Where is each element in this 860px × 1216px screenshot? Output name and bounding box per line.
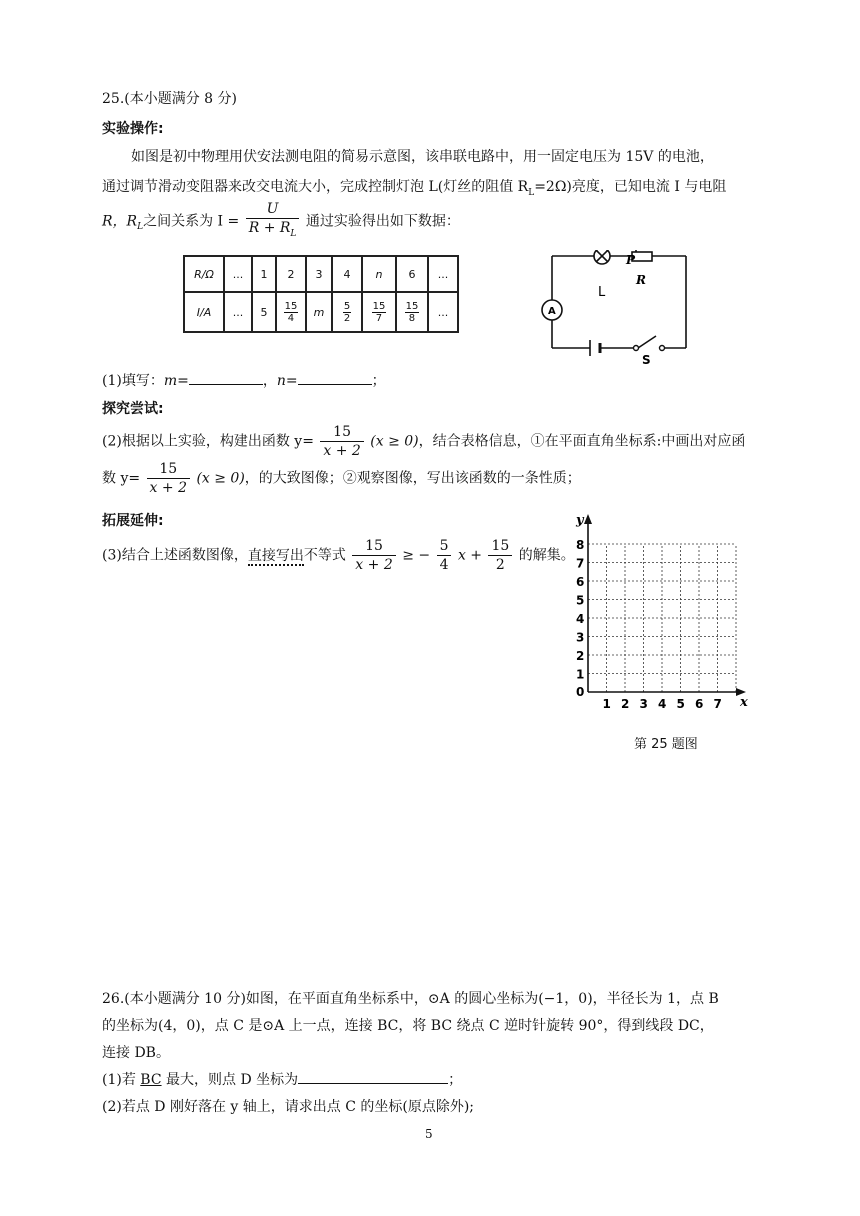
ammeter-label: A (548, 306, 556, 317)
table-cell: 1 (252, 256, 276, 292)
x-tick-label: 3 (639, 697, 648, 711)
x-tick-label: 1 (602, 697, 611, 711)
y-tick-label: 8 (576, 538, 585, 552)
origin-label: 0 (576, 685, 585, 699)
table-cell: $\frac{15}{4}$ (276, 292, 306, 332)
table-cell: $\frac{5}{2}$ (332, 292, 362, 332)
x-axis-label: x (740, 695, 748, 710)
data-table-wrap (183, 255, 459, 333)
table-cell: ... (428, 292, 458, 332)
label-r: R (636, 273, 646, 287)
x-tick-label: 6 (695, 697, 704, 711)
table-cell: R/Ω (184, 256, 224, 292)
table-cell: ... (428, 256, 458, 292)
table-cell: I/A (184, 292, 224, 332)
formula-current: $\frac{U}{R + R_L}$ (246, 200, 300, 243)
answer-blank-d[interactable] (298, 1071, 448, 1084)
circuit-diagram (538, 250, 698, 368)
x-tick-label: 2 (621, 697, 630, 711)
x-tick-label: 5 (676, 697, 685, 711)
page-number: 5 (425, 1127, 433, 1141)
formula-fraction: $\frac{15}{2}$ (488, 537, 512, 574)
table-cell: n (362, 256, 396, 292)
q25-part2-line1: (2)根据以上实验，构建出函数 y= $\frac{15}{x + 2}$ (x ≥ 0)，结合表格信息，①在平面直角坐标系:中画出对应函 (102, 424, 746, 459)
figure-caption: 第 25 题图 (634, 737, 698, 752)
q26-part2: (2)若点 D 刚好落在 y 轴上，请求出点 C 的坐标(原点除外); (102, 1099, 475, 1115)
q25-para-line3: R，$R_L$之间关系为 I = $\frac{U}{R + R_L}$ 通过实验得出如下数据： (102, 200, 460, 243)
formula-fraction: $\frac{5}{4}$ (437, 537, 452, 574)
y-tick-label: 6 (576, 575, 585, 589)
formula-fraction: $\frac{15}{x + 2}$ (352, 537, 395, 574)
y-tick-label: 7 (576, 556, 585, 571)
q26-line2: 的坐标为(4，0)，点 C 是⊙A 上一点，连接 BC，将 BC 绕点 C 逆时针旋转 90°，得到线段 DC， (102, 1018, 714, 1034)
q25-para-line2: 通过调节滑动变阻器来改交电流大小，完成控制灯泡 L(灯丝的阻值 $R_L=2\Omega$)亮度，已知电流 I 与电阻 (102, 179, 727, 198)
table-cell: 3 (306, 256, 332, 292)
data-table (183, 255, 459, 333)
q26-line1: 26.(本小题满分 10 分)如图，在平面直角坐标系中，⊙A 的圆心坐标为(−1，0)，半径长为 1，点 B (102, 991, 719, 1007)
table-cell: ... (224, 256, 252, 292)
formula-fraction: $\frac{15}{x + 2}$ (147, 460, 190, 497)
q25-part3: (3)结合上述函数图像，直接写出不等式 $\frac{15}{x + 2}$ ≥ − $\frac{5}{4}$ x + $\frac{15}{2}$ 的解集。 (102, 538, 575, 573)
y-tick-label: 1 (576, 667, 585, 682)
table-row (184, 292, 458, 332)
table-cell: $\frac{15}{8}$ (396, 292, 428, 332)
switch-label: S (642, 353, 651, 367)
section-explore: 探究尝试: (102, 401, 164, 417)
section-experiment: 实验操作: (102, 121, 164, 137)
table-row (184, 256, 458, 292)
table-cell: $\frac{15}{7}$ (362, 292, 396, 332)
table-cell: 4 (332, 256, 362, 292)
label-p: P (626, 253, 636, 267)
table-cell: 5 (252, 292, 276, 332)
x-tick-label: 7 (713, 697, 722, 711)
q25-part2-line2: 数 y= $\frac{15}{x + 2}$ (x ≥ 0)，的大致图像；②观察图像，写出该函数的一条性质； (102, 461, 581, 496)
answer-blank-m[interactable] (189, 372, 263, 385)
answer-blank-n[interactable] (298, 372, 372, 385)
y-tick-label: 3 (576, 630, 585, 645)
x-tick-label: 4 (658, 697, 667, 711)
table-cell: ... (224, 292, 252, 332)
q26-line3: 连接 DB。 (102, 1045, 170, 1061)
y-axis-label: y (576, 513, 584, 528)
y-tick-label: 4 (576, 612, 585, 626)
label-l: L (598, 285, 606, 300)
y-tick-label: 2 (576, 649, 585, 663)
table-cell: 2 (276, 256, 306, 292)
q25-para-line1: 如图是初中物理用伏安法测电阻的简易示意图，该串联电路中，用一固定电压为 15V 的电池， (131, 149, 714, 165)
section-extend: 拓展延伸: (102, 513, 164, 529)
q25-header: 25.(本小题满分 8 分) (102, 91, 237, 107)
q26-part1: (1)若 BC 最大，则点 D 坐标为 ； (102, 1072, 463, 1088)
y-axis-arrow-icon (584, 514, 592, 524)
coordinate-grid (568, 508, 758, 724)
y-tick-label: 5 (576, 593, 585, 608)
table-cell: 6 (396, 256, 428, 292)
formula-fraction: $\frac{15}{x + 2}$ (320, 423, 363, 460)
table-cell: m (306, 292, 332, 332)
q25-part1: (1)填写：m= ，n= ； (102, 373, 386, 389)
